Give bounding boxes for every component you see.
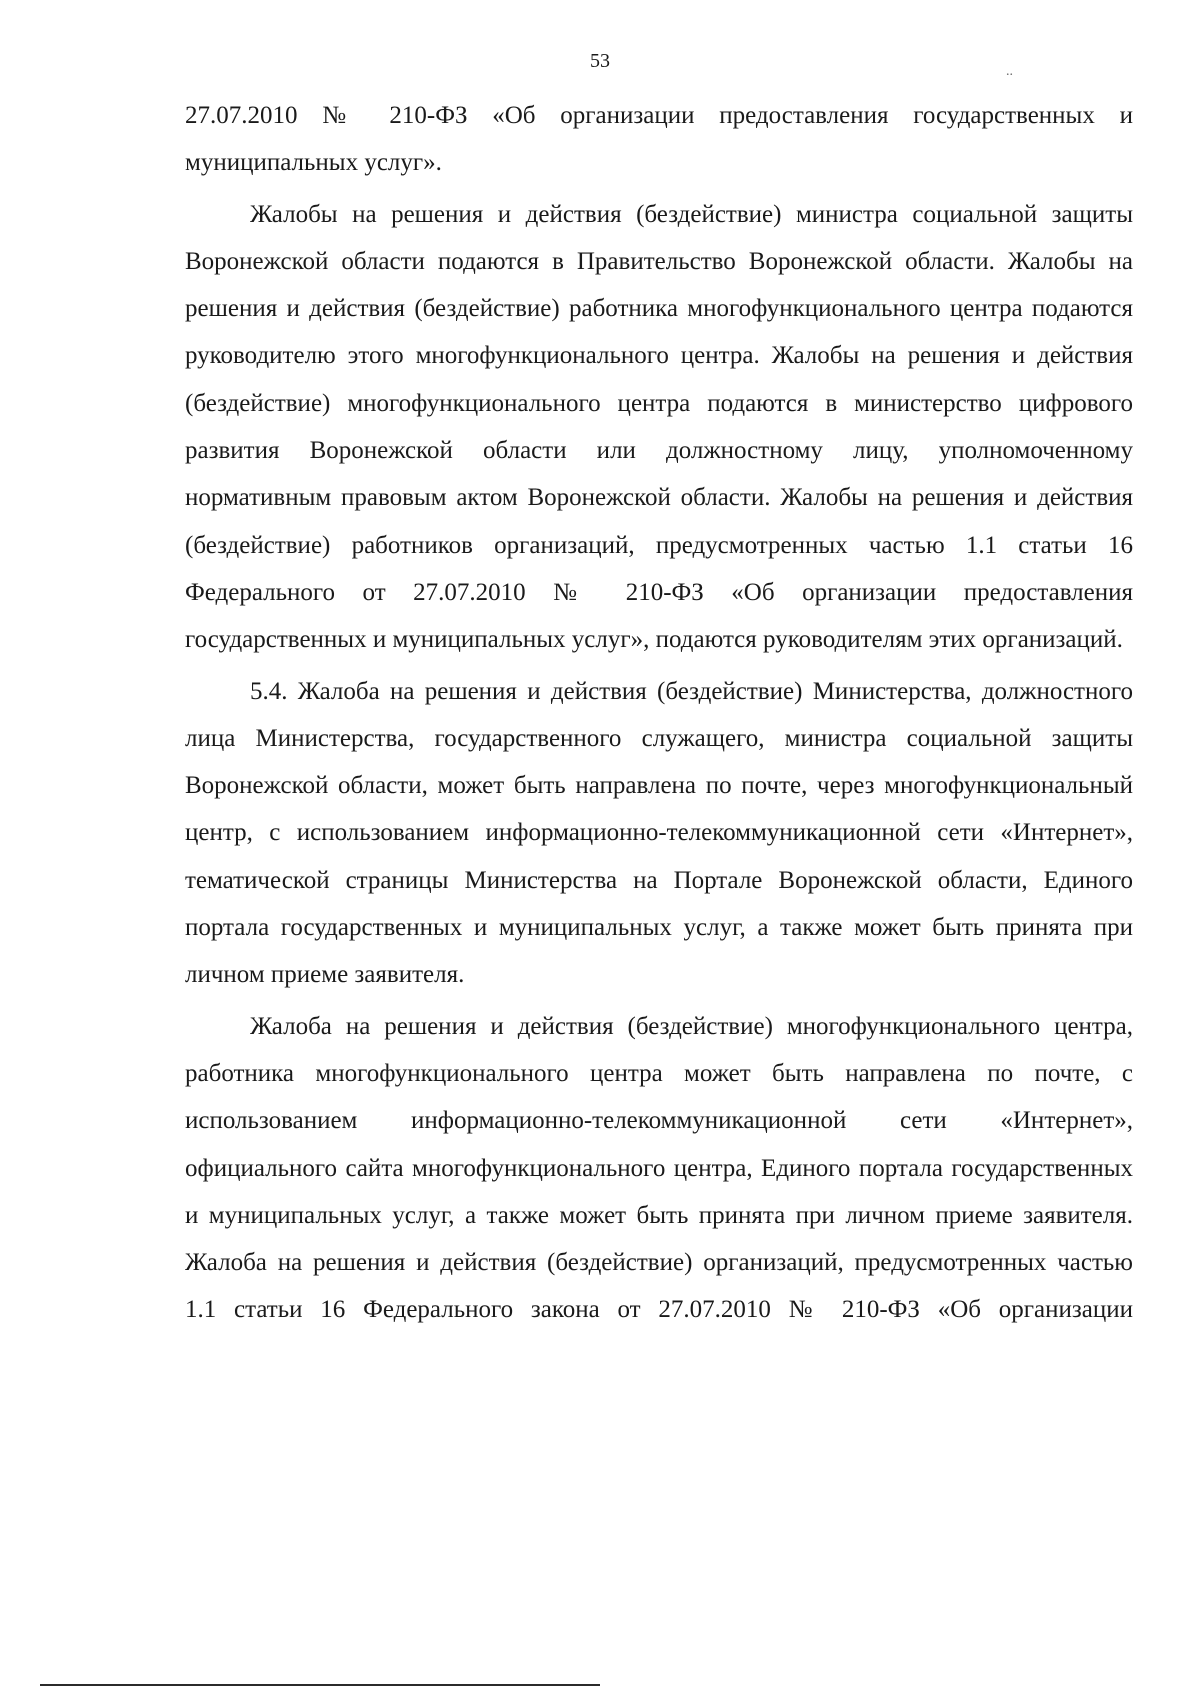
paragraph-5-4: 5.4. Жалоба на решения и действия (бездействие) Министерства, должностного лица Министерства, государственного служащего, министра социальной защиты Воронежской области, может быть направлена по почте, через многофункциональный центр, с использованием информационно-телекоммуникационной сети «Интернет», тематической страницы Министерства на Портале Воронежской области, Единого портала государственных и муниципальных услуг, а также может быть принята при личном приеме заявителя. <box>185 677 1133 989</box>
bottom-rule <box>40 1684 600 1686</box>
paragraph-complaints-submission: Жалобы на решения и действия (бездействие) министра социальной защиты Воронежской области подаются в Правительство Воронежской области. Жалобы на решения и действия (бездействие) работника многофункционального центра подаются руководителю этого многофункционального центра. Жалобы на решения и действия (бездействие) многофункционального центра подаются в министерство цифрового развития Воронежской области или должностному лицу, уполномоченному нормативным правовым актом Воронежской области. Жалобы на решения и действия (бездействие) работников организаций, предусмотренных частью 1.1 статьи 16 Федерального от 27.07.2010 № 210-ФЗ «Об организации предоставления государственных и муниципальных услуг», подаются руководителям этих организаций. <box>185 200 1133 654</box>
scan-mark: .. <box>1006 64 1013 79</box>
page-number: 53 <box>590 50 610 72</box>
document-body <box>185 92 1133 1334</box>
paragraph-continuation: 27.07.2010 № 210-ФЗ «Об организации предоставления государственных и муниципальных услуг». <box>185 102 1133 177</box>
paragraph-mfc-complaint: Жалоба на решения и действия (бездействие) многофункционального центра, работника многофункционального центра может быть направлена по почте, с использованием информационно-телекоммуникационной сети «Интернет», официального сайта многофункционального центра, Единого портала государственных и муниципальных услуг, а также может быть принята при личном приеме заявителя. Жалоба на решения и действия (бездействие) организаций, предусмотренных частью 1.1 статьи 16 Федерального закона от 27.07.2010 № 210-ФЗ «Об организации <box>185 1012 1133 1324</box>
